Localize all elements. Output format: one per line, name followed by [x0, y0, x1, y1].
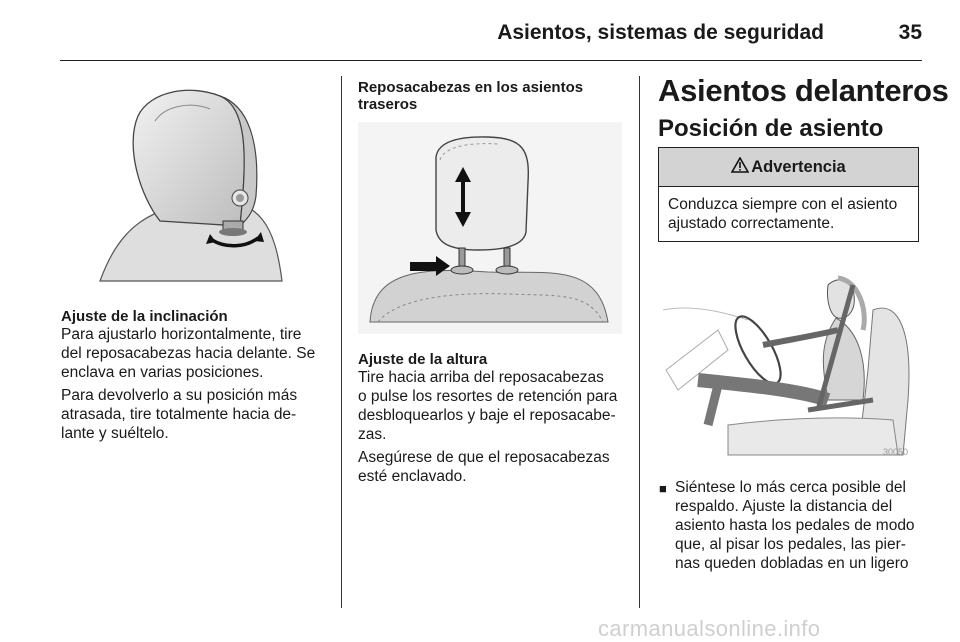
page-number: 35: [898, 21, 922, 44]
warning-triangle-icon: [731, 149, 749, 187]
height-subheading: Ajuste de la altura: [358, 351, 488, 368]
warning-header: [659, 148, 918, 187]
warning-text-line: Conduzca siempre con el asiento: [668, 196, 898, 213]
section-subtitle: Posición de asiento: [658, 115, 884, 142]
seated-driver-figure: [658, 250, 921, 462]
bullet-line: nas queden dobladas en un ligero: [675, 555, 909, 572]
warning-text-line: ajustado correctamente.: [668, 215, 835, 232]
column2-line: Tire hacia arriba del reposacabezas: [358, 369, 604, 386]
headrest-height-figure: [358, 122, 622, 334]
column1-line: lante y suéltelo.: [61, 425, 169, 442]
column2-line: zas.: [358, 426, 387, 443]
column1-line: del reposacabezas hacia delante. Se: [61, 345, 316, 362]
bullet-line: respaldo. Ajuste la distancia del: [675, 498, 893, 515]
column2-line: desbloquearlos y baje el reposacabe-: [358, 407, 616, 424]
warning-label: Advertencia: [751, 158, 846, 176]
column2-line: esté enclavado.: [358, 468, 467, 485]
column1-line: Para ajustarlo horizontalmente, tire: [61, 326, 302, 343]
column2-line: o pulse los resortes de retención para: [358, 388, 618, 405]
rear-headrest-heading: traseros: [358, 96, 418, 113]
column1-line: enclava en varias posiciones.: [61, 364, 264, 381]
column2-line: Asegúrese de que el reposacabezas: [358, 449, 610, 466]
column1-line: Para devolverlo a su posición más: [61, 387, 298, 404]
header-title: Asientos, sistemas de seguridad: [497, 21, 824, 44]
bullet-icon: ■: [659, 481, 667, 496]
column-divider-2: [639, 76, 640, 608]
bullet-line: Siéntese lo más cerca posible del: [675, 479, 906, 496]
watermark: carmanualsonline.info: [598, 616, 821, 641]
headrest-tilt-figure: [60, 76, 336, 286]
bullet-line: que, al pisar los pedales, las pier-: [675, 536, 906, 553]
figure-code: 30050: [883, 447, 909, 457]
rear-headrest-heading: Reposacabezas en los asientos: [358, 79, 584, 96]
page-header: [60, 0, 922, 61]
column1-line: atrasada, tire totalmente hacia de-: [61, 406, 297, 423]
column-divider-1: [341, 76, 342, 608]
section-title: Asientos delanteros: [658, 73, 949, 108]
warning-box: [658, 147, 919, 242]
tilt-subheading: Ajuste de la inclinación: [61, 308, 228, 325]
bullet-line: asiento hasta los pedales de modo: [675, 517, 915, 534]
